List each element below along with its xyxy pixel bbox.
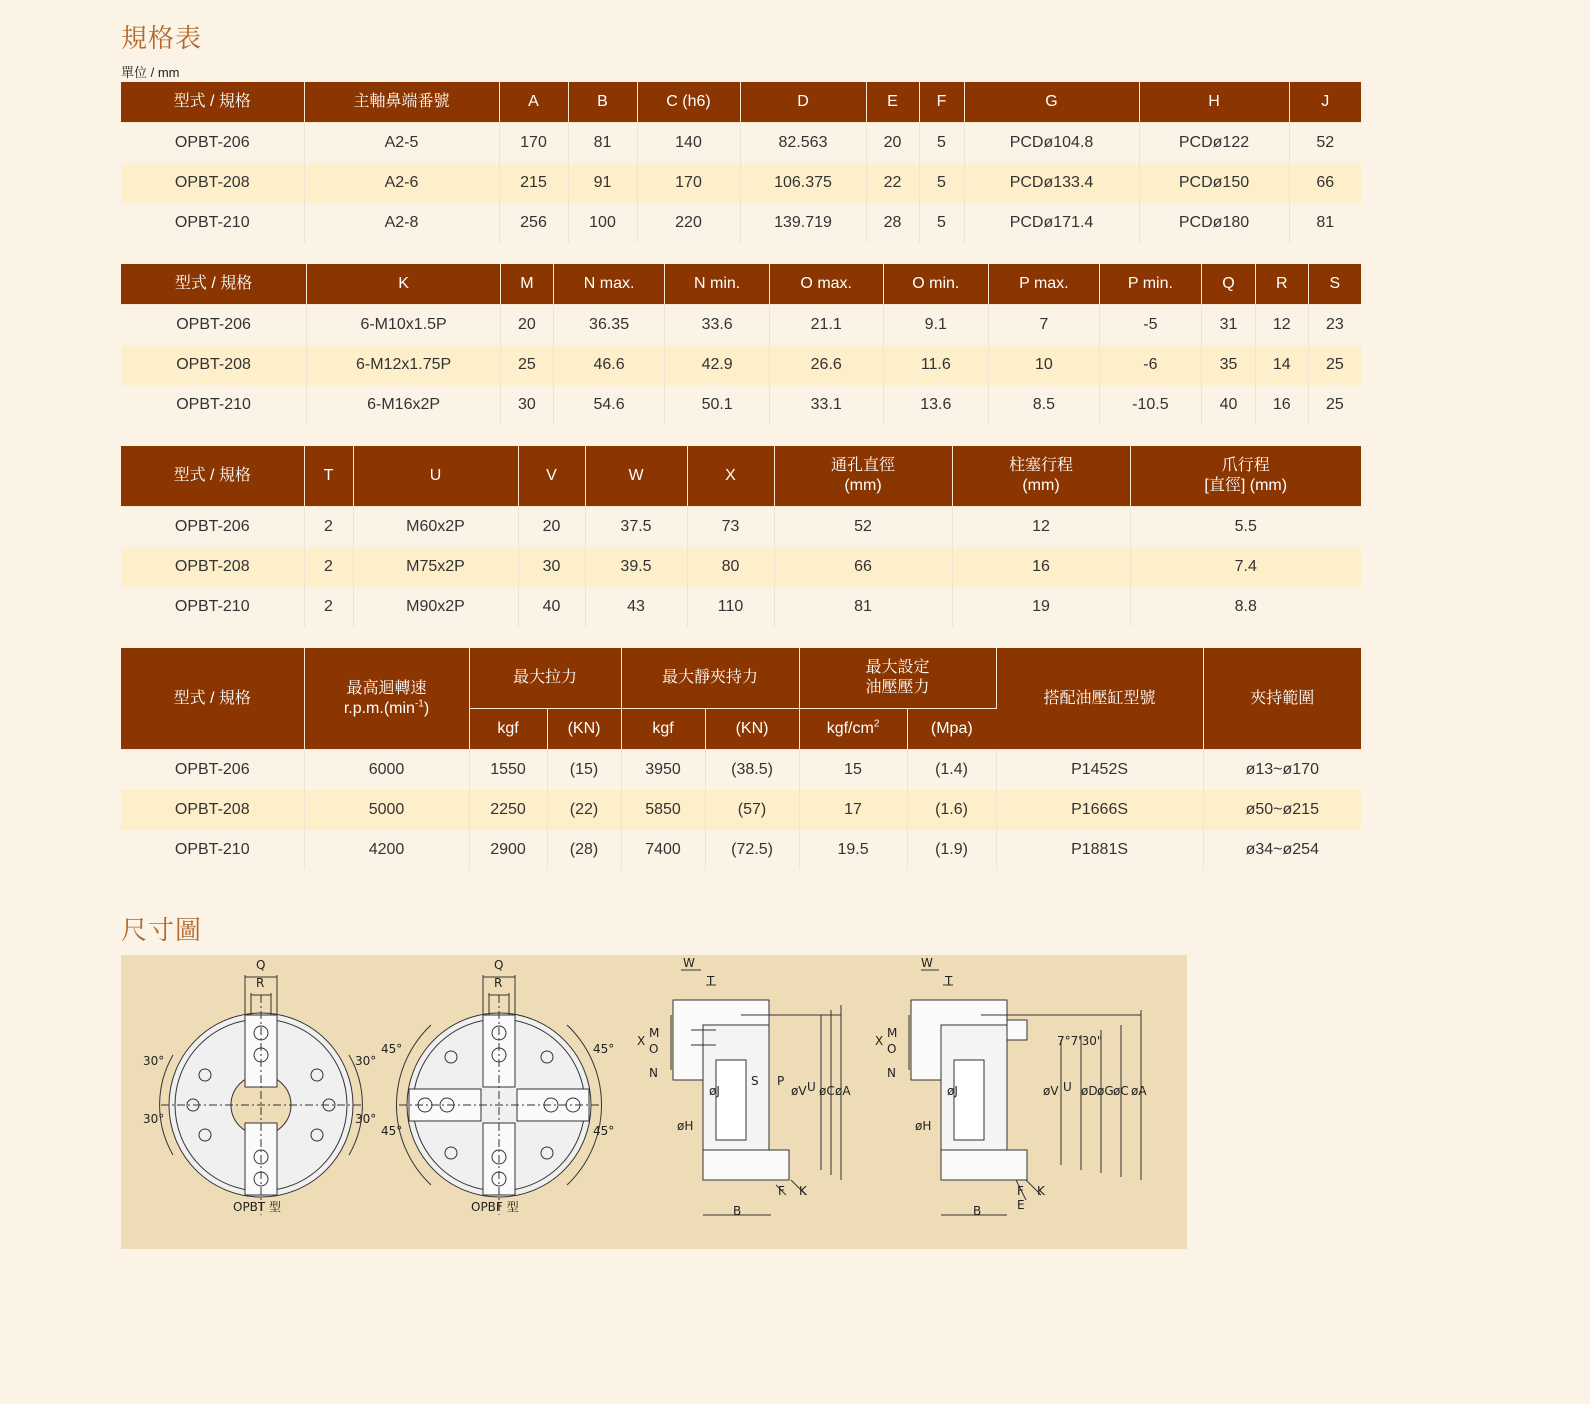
- cell: 5: [919, 203, 964, 243]
- cell: 2250: [469, 790, 547, 830]
- spec-table-4: [121, 648, 1361, 870]
- cell: 106.375: [740, 163, 866, 203]
- label-c: øC: [1113, 1084, 1129, 1098]
- cell: M60x2P: [353, 507, 518, 548]
- label-x: X: [875, 1034, 884, 1048]
- col-header: N min.: [665, 264, 770, 305]
- cell: ø13~ø170: [1203, 750, 1361, 791]
- header-line: r.p.m.(min: [343, 699, 415, 717]
- label-o: O: [649, 1042, 659, 1056]
- label-angle: 45°: [593, 1124, 615, 1138]
- table-row: [121, 163, 1361, 203]
- header-line: 最高迴轉速: [346, 679, 427, 697]
- table-row: [121, 305, 1361, 346]
- cell: 43: [585, 587, 687, 627]
- label-opbt-type: OPBT 型: [233, 1200, 282, 1214]
- cell: 40: [1202, 385, 1256, 425]
- col-header: 型式 / 規格: [121, 648, 304, 750]
- label-s: S: [751, 1074, 759, 1088]
- cell: 22: [866, 163, 919, 203]
- cell: 10: [989, 345, 1100, 385]
- col-header: R: [1255, 264, 1308, 305]
- cell: 33.6: [665, 305, 770, 346]
- col-header: T: [304, 446, 353, 507]
- cell: PCDø122: [1139, 123, 1289, 164]
- cell: 23: [1308, 305, 1361, 346]
- cell: OPBT-208: [121, 163, 304, 203]
- cell: 30: [518, 547, 585, 587]
- cell: 31: [1202, 305, 1256, 346]
- cell: P1881S: [996, 830, 1203, 870]
- label-f: F: [1017, 1184, 1024, 1198]
- cell: (28): [547, 830, 621, 870]
- col-header: P max.: [989, 264, 1100, 305]
- cell: 50.1: [665, 385, 770, 425]
- label-taper: 7°7'30": [1057, 1034, 1103, 1048]
- cell: -6: [1099, 345, 1201, 385]
- col-header: W: [585, 446, 687, 507]
- cell: 20: [866, 123, 919, 164]
- table-row: [121, 790, 1361, 830]
- cell: 73: [687, 507, 774, 548]
- col-header: K: [307, 264, 501, 305]
- cell: OPBT-206: [121, 750, 304, 791]
- label-n: N: [887, 1066, 896, 1080]
- col-header-bore: [774, 446, 952, 507]
- cell: M90x2P: [353, 587, 518, 627]
- cell: 6-M10x1.5P: [307, 305, 501, 346]
- label-w: W: [921, 956, 933, 970]
- header-line: 爪行程: [1221, 457, 1270, 474]
- col-header: O min.: [883, 264, 989, 305]
- col-header: N max.: [553, 264, 665, 305]
- cell: 16: [1255, 385, 1308, 425]
- cell: 20: [518, 507, 585, 548]
- cell: 5.5: [1130, 507, 1361, 548]
- cell: 16: [952, 547, 1130, 587]
- col-header: 型式 / 規格: [121, 264, 307, 305]
- col-header: H: [1139, 82, 1289, 123]
- label-v: øV: [1043, 1084, 1059, 1098]
- spec-table-3: [121, 446, 1361, 627]
- cell: 52: [1289, 123, 1361, 164]
- table-row: [121, 830, 1361, 870]
- cell: 170: [499, 123, 568, 164]
- cell: (72.5): [705, 830, 799, 870]
- cell: 25: [501, 345, 554, 385]
- cell: M75x2P: [353, 547, 518, 587]
- label-u: U: [807, 1080, 816, 1094]
- cell: 26.6: [769, 345, 883, 385]
- label-t: T: [707, 974, 715, 988]
- cell: 28: [866, 203, 919, 243]
- spec-table-2: [121, 264, 1361, 425]
- cell: 2: [304, 507, 353, 548]
- cell: P1666S: [996, 790, 1203, 830]
- cell: 4200: [304, 830, 469, 870]
- label-e: E: [1017, 1198, 1025, 1212]
- col-header: G: [964, 82, 1139, 123]
- opbf-front-view: [396, 975, 601, 1215]
- col-header: E: [866, 82, 919, 123]
- label-q: Q: [256, 958, 266, 972]
- cell: OPBT-208: [121, 345, 307, 385]
- header-line: [直徑] (mm): [1204, 477, 1288, 494]
- col-header: V: [518, 446, 585, 507]
- col-header: C (h6): [637, 82, 740, 123]
- table-row: [121, 345, 1361, 385]
- cell: 82.563: [740, 123, 866, 164]
- superscript: -1: [414, 698, 424, 710]
- cell: 3950: [621, 750, 705, 791]
- cell: -5: [1099, 305, 1201, 346]
- cell: 25: [1308, 385, 1361, 425]
- label-h: øH: [677, 1119, 694, 1133]
- label-o: O: [887, 1042, 897, 1056]
- label-j: øJ: [947, 1084, 958, 1098]
- col-header: 型式 / 規格: [121, 82, 304, 123]
- cell: OPBT-210: [121, 203, 304, 243]
- cell: 2: [304, 547, 353, 587]
- cell: 5850: [621, 790, 705, 830]
- cell: 19: [952, 587, 1130, 627]
- col-header: D: [740, 82, 866, 123]
- label-a: øA: [835, 1084, 851, 1098]
- col-header: Q: [1202, 264, 1256, 305]
- header-line: 最大設定: [865, 659, 930, 676]
- cell: 110: [687, 587, 774, 627]
- cell: 17: [799, 790, 907, 830]
- col-header: P min.: [1099, 264, 1201, 305]
- spec-section-title: 規格表: [121, 24, 203, 54]
- label-t: T: [945, 974, 953, 988]
- cell: 80: [687, 547, 774, 587]
- cell: P1452S: [996, 750, 1203, 791]
- label-x: X: [637, 1034, 646, 1048]
- label-b: B: [973, 1204, 982, 1218]
- cell: 7400: [621, 830, 705, 870]
- cell: 15: [799, 750, 907, 791]
- label-angle: 30°: [355, 1054, 377, 1068]
- cell: 8.5: [989, 385, 1100, 425]
- cell: OPBT-208: [121, 790, 304, 830]
- table-row: [121, 507, 1361, 548]
- dimension-section-title: 尺寸圖: [121, 916, 203, 946]
- header-line: kgf/cm: [826, 720, 874, 737]
- sub-header: (KN): [705, 709, 799, 750]
- col-header: M: [501, 264, 554, 305]
- header-line: (mm): [844, 477, 882, 494]
- col-header: O max.: [769, 264, 883, 305]
- table-header-row: [121, 264, 1361, 305]
- cell: 140: [637, 123, 740, 164]
- cell: 12: [952, 507, 1130, 548]
- dimension-drawing-svg: [121, 955, 1187, 1249]
- cell: 2900: [469, 830, 547, 870]
- table-header-row: [121, 82, 1361, 123]
- cell: 20: [501, 305, 554, 346]
- col-header: X: [687, 446, 774, 507]
- cell: 21.1: [769, 305, 883, 346]
- cell: 7: [989, 305, 1100, 346]
- table-row: [121, 750, 1361, 791]
- cell: PCDø180: [1139, 203, 1289, 243]
- label-h: øH: [915, 1119, 932, 1133]
- cell: 14: [1255, 345, 1308, 385]
- cell: OPBT-210: [121, 830, 304, 870]
- cell: OPBT-208: [121, 547, 304, 587]
- dimension-drawing: [121, 955, 1187, 1249]
- cell: 30: [501, 385, 554, 425]
- cell: 5: [919, 163, 964, 203]
- sub-header-kgfcm: [799, 709, 907, 750]
- col-header: 型式 / 規格: [121, 446, 304, 507]
- cell: 66: [1289, 163, 1361, 203]
- label-k: K: [1037, 1184, 1045, 1198]
- cell: (1.9): [907, 830, 996, 870]
- col-header-pressure: [799, 648, 996, 709]
- cell: (1.6): [907, 790, 996, 830]
- table-header-row: [121, 648, 1361, 709]
- table-row: [121, 587, 1361, 627]
- table-row: [121, 203, 1361, 243]
- cell: OPBT-210: [121, 587, 304, 627]
- col-header: 搭配油壓缸型號: [996, 648, 1203, 750]
- label-v: øV: [791, 1084, 807, 1098]
- cell: 256: [499, 203, 568, 243]
- label-b: B: [733, 1204, 742, 1218]
- cell: (38.5): [705, 750, 799, 791]
- cell: 52: [774, 507, 952, 548]
- label-q: Q: [494, 958, 504, 972]
- label-r: R: [494, 976, 503, 990]
- label-angle: 45°: [593, 1042, 615, 1056]
- spec-table-1: [121, 82, 1361, 243]
- cell: 81: [1289, 203, 1361, 243]
- label-r: R: [256, 976, 265, 990]
- label-angle: 30°: [355, 1112, 377, 1126]
- label-angle: 30°: [143, 1112, 165, 1126]
- label-k: K: [799, 1184, 807, 1198]
- cell: 35: [1202, 345, 1256, 385]
- cell: ø50~ø215: [1203, 790, 1361, 830]
- cell: 42.9: [665, 345, 770, 385]
- label-n: N: [649, 1066, 658, 1080]
- label-w: W: [683, 956, 695, 970]
- label-angle: 45°: [381, 1124, 403, 1138]
- cell: 11.6: [883, 345, 989, 385]
- col-header: U: [353, 446, 518, 507]
- table-row: [121, 547, 1361, 587]
- label-j: øJ: [709, 1084, 720, 1098]
- header-line: ): [423, 699, 430, 717]
- label-g: øG: [1097, 1084, 1114, 1098]
- cell: 19.5: [799, 830, 907, 870]
- cell: 25: [1308, 345, 1361, 385]
- col-header: F: [919, 82, 964, 123]
- cell: 40: [518, 587, 585, 627]
- cell: 215: [499, 163, 568, 203]
- cell: 139.719: [740, 203, 866, 243]
- table-row: [121, 385, 1361, 425]
- sub-header: (Mpa): [907, 709, 996, 750]
- cell: 39.5: [585, 547, 687, 587]
- cell: OPBT-206: [121, 305, 307, 346]
- label-u: U: [1063, 1080, 1072, 1094]
- label-f: F: [778, 1184, 785, 1198]
- cell: 81: [568, 123, 637, 164]
- label-opbf-type: OPBF 型: [471, 1200, 519, 1214]
- cell: OPBT-206: [121, 123, 304, 164]
- label-d: øD: [1081, 1084, 1098, 1098]
- opbt-front-view: [160, 975, 363, 1215]
- col-header-speed: [304, 648, 469, 750]
- cell: (15): [547, 750, 621, 791]
- cell: 170: [637, 163, 740, 203]
- col-header: 夾持範圍: [1203, 648, 1361, 750]
- cell: 6000: [304, 750, 469, 791]
- cell: -10.5: [1099, 385, 1201, 425]
- cell: 37.5: [585, 507, 687, 548]
- unit-label: 單位 / mm: [121, 65, 180, 80]
- cell: OPBT-210: [121, 385, 307, 425]
- sub-header: kgf: [621, 709, 705, 750]
- label-angle: 30°: [143, 1054, 165, 1068]
- cell: 13.6: [883, 385, 989, 425]
- header-line: 柱塞行程: [1008, 457, 1073, 474]
- cell: 54.6: [553, 385, 665, 425]
- label-m: M: [887, 1026, 898, 1040]
- cell: 100: [568, 203, 637, 243]
- label-a: øA: [1131, 1084, 1147, 1098]
- cell: 36.35: [553, 305, 665, 346]
- cell: 7.4: [1130, 547, 1361, 587]
- cell: ø34~ø254: [1203, 830, 1361, 870]
- col-header: S: [1308, 264, 1361, 305]
- col-header-plunger: [952, 446, 1130, 507]
- cell: PCDø150: [1139, 163, 1289, 203]
- label-m: M: [649, 1026, 660, 1040]
- cell: 5000: [304, 790, 469, 830]
- superscript: 2: [873, 718, 880, 730]
- cell: 9.1: [883, 305, 989, 346]
- cell: 46.6: [553, 345, 665, 385]
- header-line: 通孔直徑: [830, 457, 895, 474]
- cell: (1.4): [907, 750, 996, 791]
- cell: 2: [304, 587, 353, 627]
- label-angle: 45°: [381, 1042, 403, 1056]
- col-header: 最大拉力: [469, 648, 621, 709]
- cell: PCDø133.4: [964, 163, 1139, 203]
- cell: 1550: [469, 750, 547, 791]
- label-p: P: [777, 1074, 785, 1088]
- cell: (57): [705, 790, 799, 830]
- cell: A2-6: [304, 163, 499, 203]
- cell: 81: [774, 587, 952, 627]
- header-line: 油壓壓力: [865, 679, 930, 696]
- cell: 12: [1255, 305, 1308, 346]
- table-row: [121, 123, 1361, 164]
- cell: 8.8: [1130, 587, 1361, 627]
- cell: 6-M12x1.75P: [307, 345, 501, 385]
- header-line: (mm): [1022, 477, 1060, 494]
- cell: 33.1: [769, 385, 883, 425]
- cell: OPBT-206: [121, 507, 304, 548]
- col-header: A: [499, 82, 568, 123]
- col-header: 主軸鼻端番號: [304, 82, 499, 123]
- table-header-row: [121, 446, 1361, 507]
- cell: A2-8: [304, 203, 499, 243]
- cell: 6-M16x2P: [307, 385, 501, 425]
- cell: 91: [568, 163, 637, 203]
- cell: 5: [919, 123, 964, 164]
- sub-header: kgf: [469, 709, 547, 750]
- cell: 66: [774, 547, 952, 587]
- col-header: B: [568, 82, 637, 123]
- col-header: 最大靜夾持力: [621, 648, 799, 709]
- sub-header: (KN): [547, 709, 621, 750]
- col-header: J: [1289, 82, 1361, 123]
- cell: PCDø104.8: [964, 123, 1139, 164]
- cell: 220: [637, 203, 740, 243]
- cell: A2-5: [304, 123, 499, 164]
- col-header-jaw: [1130, 446, 1361, 507]
- cell: (22): [547, 790, 621, 830]
- cell: PCDø171.4: [964, 203, 1139, 243]
- label-c: øC: [819, 1084, 835, 1098]
